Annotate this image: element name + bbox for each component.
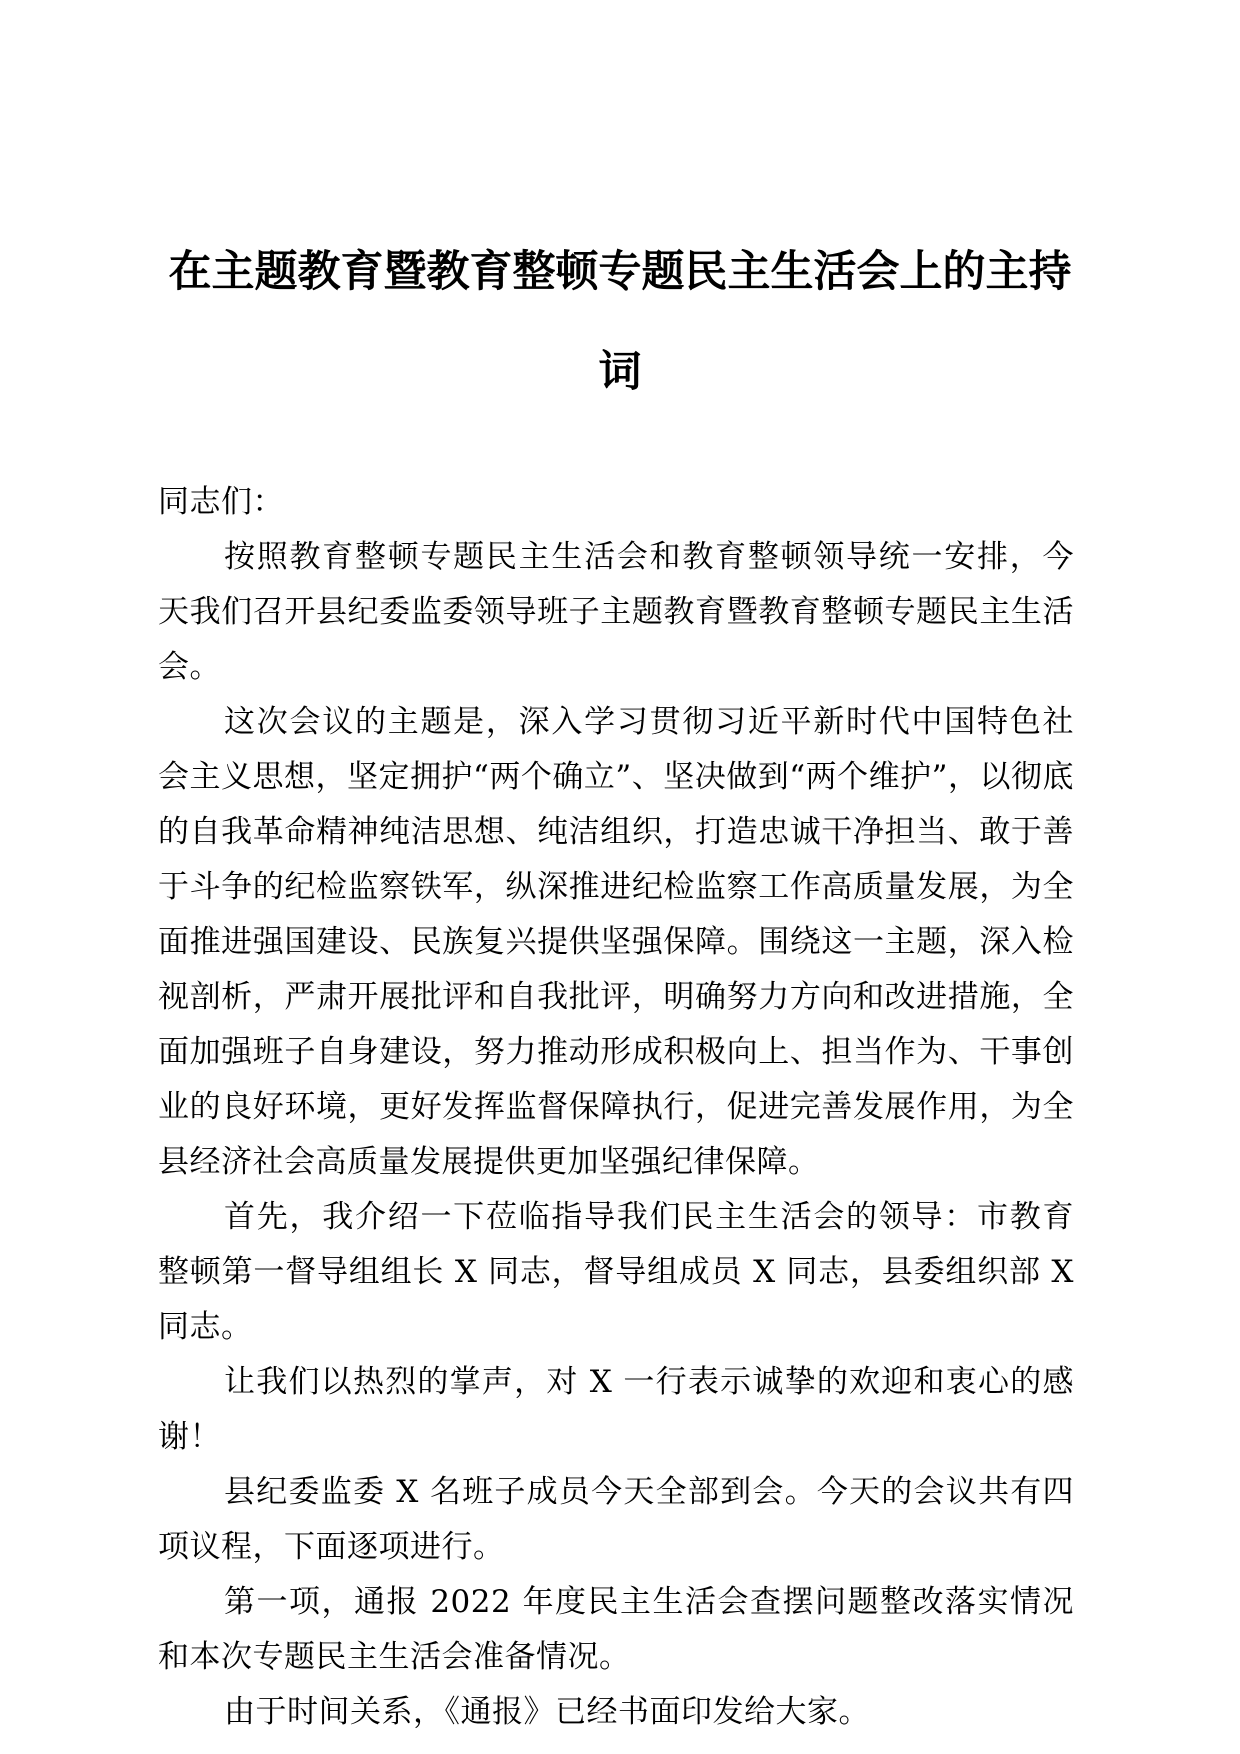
document-title: 在主题教育暨教育整顿专题民主生活会上的主持词 xyxy=(168,247,1072,397)
paragraph: 首先，我介绍一下莅临指导我们民主生活会的领导：市教育整顿第一督导组组长 X 同志，督导组成员 X 同志，县委组织部 X 同志。 xyxy=(158,1199,1074,1345)
salutation: 同志们： xyxy=(158,484,284,520)
paragraph: 这次会议的主题是，深入学习贯彻习近平新时代中国特色社会主义思想，坚定拥护“两个确立”、坚决做到“两个维护”，以彻底的自我革命精神纯洁思想、纯洁组织，打造忠诚干净担当、敢于善于斗争的纪检监察铁军，纵深推进纪检监察工作高质量发展，为全面推进强国建设、民族复兴提供坚强保障。围绕这一主题，深入检视剖析，严肃开展批评和自我批评，明确努力方向和改进措施，全面加强班子自身建设，努力推动形成积极向上、担当作为、干事创业的良好环境，更好发挥监督保障执行，促进完善发展作用，为全县经济社会高质量发展提供更加坚强纪律保障。 xyxy=(158,704,1074,1180)
paragraph: 由于时间关系，《通报》已经书面印发给大家。 xyxy=(224,1694,870,1730)
paragraph: 第一项，通报 2022 年度民主生活会查摆问题整改落实情况和本次专题民主生活会准备情况。 xyxy=(158,1584,1074,1675)
document-body xyxy=(158,475,1074,1740)
paragraph: 让我们以热烈的掌声，对 X 一行表示诚挚的欢迎和衷心的感谢！ xyxy=(158,1364,1074,1455)
paragraph: 县纪委监委 X 名班子成员今天全部到会。今天的会议共有四项议程，下面逐项进行。 xyxy=(158,1474,1074,1565)
paragraph: 按照教育整顿专题民主生活会和教育整顿领导统一安排，今天我们召开县纪委监委领导班子主题教育暨教育整顿专题民主生活会。 xyxy=(158,539,1074,685)
